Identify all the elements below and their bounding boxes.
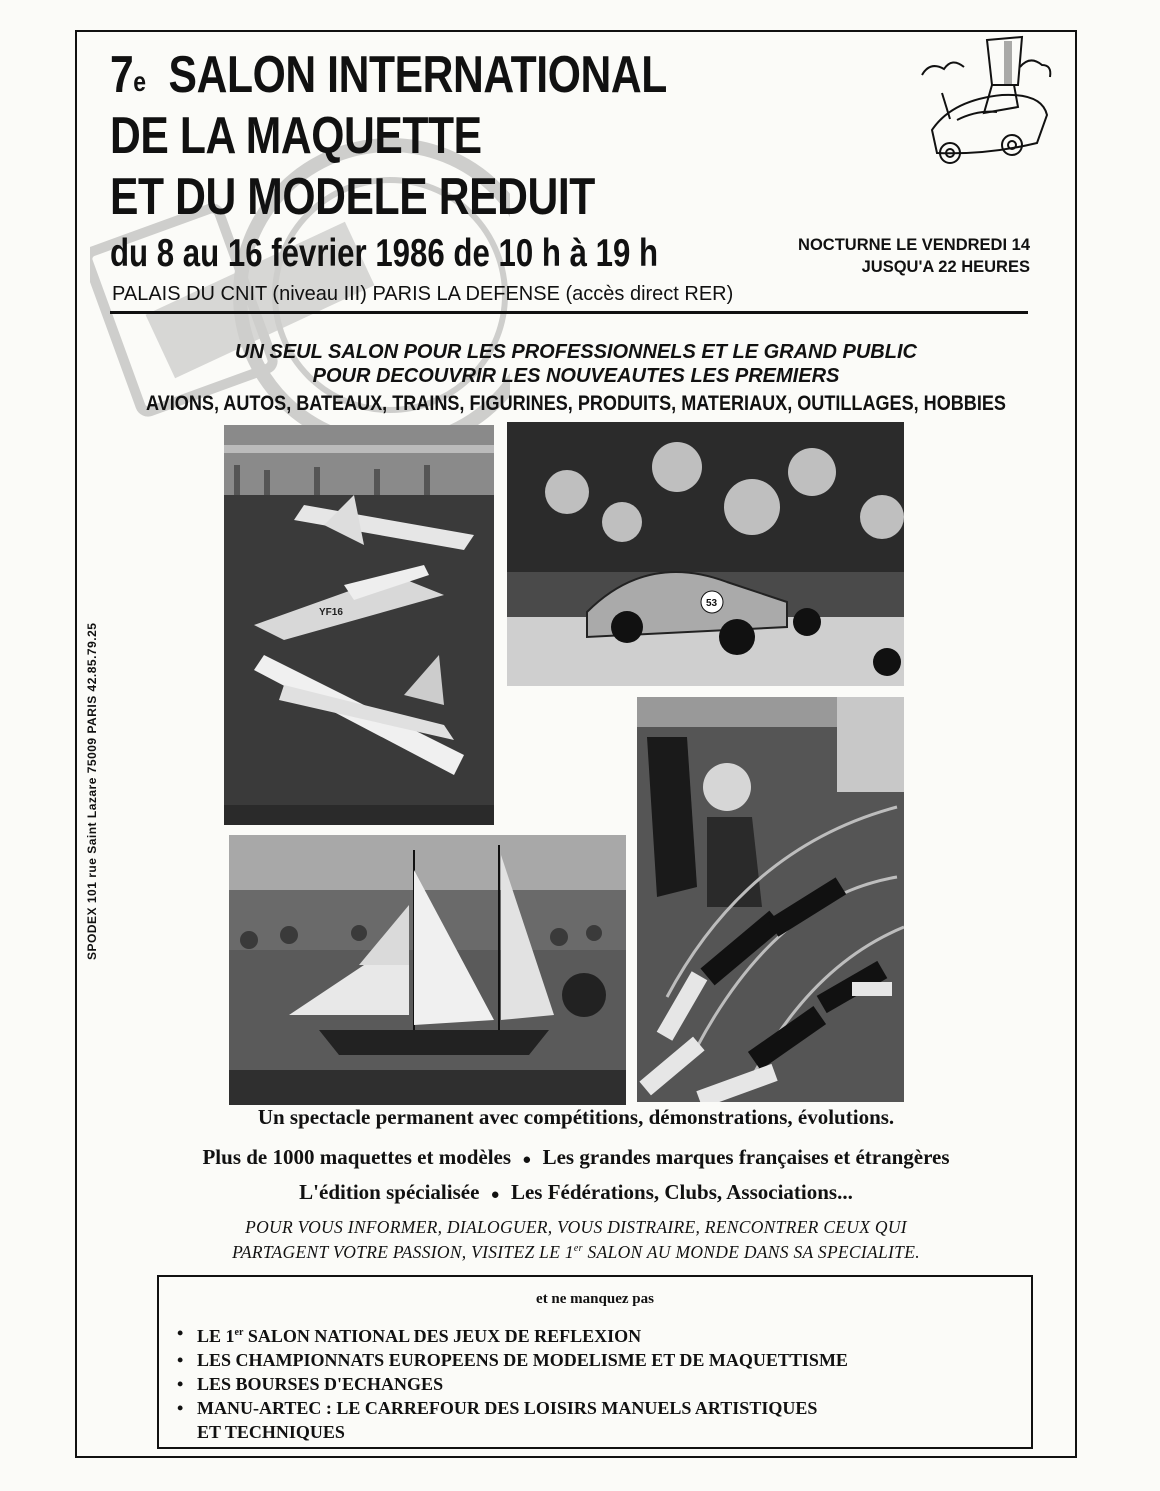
invitation-line-2b: SALON AU MONDE DANS SA SPECIALITE. xyxy=(582,1241,920,1262)
bullet-icon: ● xyxy=(490,1187,500,1203)
photo-model-trains xyxy=(637,697,904,1102)
nocturne-line-1: NOCTURNE LE VENDREDI 14 xyxy=(798,236,1030,254)
box-item-3 xyxy=(173,1372,848,1396)
box-item-3-text: LES BOURSES D'ECHANGES xyxy=(197,1374,444,1394)
box-intro: et ne manquez pas xyxy=(536,1291,654,1307)
bullet-icon: ● xyxy=(522,1152,532,1168)
title-ordinal-sup: e xyxy=(133,66,146,97)
title-line-3: ET DU MODELE REDUIT xyxy=(110,168,595,226)
body-line-3 xyxy=(75,1180,1077,1205)
bullet-icon: • xyxy=(177,1398,184,1418)
invitation-line-1: POUR VOUS INFORMER, DIALOGUER, VOUS DISTRAIRE, RENCONTRER CEUX QUI xyxy=(245,1217,907,1237)
invitation-sup: er xyxy=(573,1243,583,1254)
box-item-4 xyxy=(173,1396,848,1444)
nocturne-line-2: JUSQU'A 22 HEURES xyxy=(861,258,1030,276)
venue-text: PALAIS DU CNIT (niveau III) PARIS LA DEFENSE (accès direct RER) xyxy=(112,283,734,305)
box-item-2-text: LES CHAMPIONNATS EUROPEENS DE MODELISME ET DE MAQUETTISME xyxy=(197,1350,848,1370)
poster-title xyxy=(110,45,667,228)
photo-sailboat-model xyxy=(229,835,626,1105)
box-item-4b: ET TECHNIQUES xyxy=(197,1422,345,1442)
event-dates: du 8 au 16 février 1986 de 10 h à 19 h xyxy=(110,232,659,275)
title-line-1: SALON INTERNATIONAL xyxy=(168,46,667,104)
title-ordinal: 7 xyxy=(110,46,134,104)
box-list xyxy=(173,1321,848,1444)
photo-rc-car-crowd xyxy=(507,422,904,686)
hand-car-illustration xyxy=(912,35,1057,170)
box-item-1b: SALON NATIONAL DES JEUX DE REFLEXION xyxy=(243,1326,642,1346)
box-item-4a: MANU-ARTEC : LE CARREFOUR DES LOISIRS MANUELS ARTISTIQUES xyxy=(197,1398,818,1418)
car-number: 53 xyxy=(706,598,718,609)
publisher-address xyxy=(85,555,105,960)
title-line-2: DE LA MAQUETTE xyxy=(110,107,482,165)
bullet-icon: • xyxy=(177,1374,184,1394)
box-item-2 xyxy=(173,1348,848,1372)
bullet-icon: • xyxy=(177,1350,184,1370)
bullet-icon: • xyxy=(177,1323,184,1343)
dont-miss-box xyxy=(157,1275,1033,1449)
box-item-1-sup: er xyxy=(234,1327,244,1338)
photo-model-airplanes xyxy=(224,425,494,825)
header-divider xyxy=(110,311,1028,314)
tagline-1: UN SEUL SALON POUR LES PROFESSIONNELS ET LE GRAND PUBLIC xyxy=(235,341,917,363)
tagline-2: POUR DECOUVRIR LES NOUVEAUTES LES PREMIERS xyxy=(312,365,840,387)
body-line-1: Un spectacle permanent avec compétitions, démonstrations, évolutions. xyxy=(257,1105,895,1129)
categories-list: AVIONS, AUTOS, BATEAUX, TRAINS, FIGURINES, PRODUITS, MATERIAUX, OUTILLAGES, HOBBIES xyxy=(146,392,1006,415)
body-line-3b: Les Fédérations, Clubs, Associations... xyxy=(510,1180,853,1204)
invitation-line-2a: PARTAGENT VOTRE PASSION, VISITEZ LE 1 xyxy=(232,1241,574,1262)
body-line-2 xyxy=(75,1145,1077,1170)
body-line-2a: Plus de 1000 maquettes et modèles xyxy=(202,1145,512,1169)
box-item-1 xyxy=(173,1321,848,1348)
publisher-address-text: SPODEX 101 rue Saint Lazare 75009 PARIS 42.85.79.25 xyxy=(85,622,99,960)
invitation-line-2 xyxy=(75,1238,1077,1263)
body-line-2b: Les grandes marques françaises et étrangères xyxy=(542,1145,950,1169)
body-line-3a: L'édition spécialisée xyxy=(299,1180,480,1204)
airplane-label: YF16 xyxy=(319,607,343,618)
nocturne-info xyxy=(752,234,1030,278)
box-item-1a: LE 1 xyxy=(197,1326,235,1346)
